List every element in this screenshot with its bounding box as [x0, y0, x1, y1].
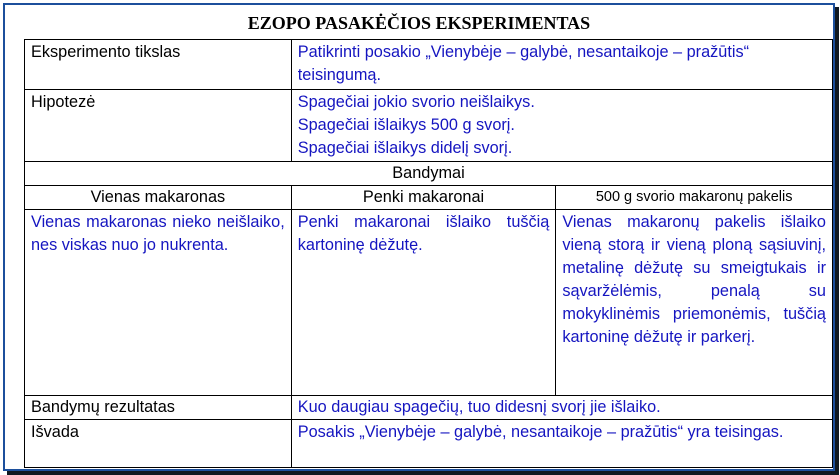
conclusion-label: Išvada [25, 420, 292, 468]
goal-label: Eksperimento tikslas [25, 40, 292, 90]
column-header-five-noodles: Penki makaronai [291, 186, 556, 210]
results-label: Bandymų rezultatas [25, 396, 292, 420]
column-header-pack: 500 g svorio makaronų pakelis [556, 186, 833, 210]
results-value: Kuo daugiau spagečių, tuo didesnį svorį jie išlaiko. [291, 396, 832, 420]
columns-row [25, 186, 833, 210]
hypothesis-item: Spagečiai išlaikys didelį svorį. [297, 139, 513, 157]
hypothesis-label: Hipotezė [25, 90, 292, 162]
trial-one-noodle: Vienas makaronas nieko neišlaiko, nes viskas nuo jo nukrenta. [25, 210, 292, 396]
hypothesis-item: Spagečiai jokio svorio neišlaikys. [297, 93, 535, 111]
document-title: EZOPO PASAKĖČIOS EKSPERIMENTAS [247, 13, 591, 33]
goal-row [25, 40, 833, 90]
results-row [25, 396, 833, 420]
document-frame [3, 3, 835, 471]
conclusion-row [25, 420, 833, 468]
goal-value: Patikrinti posakio „Vienybėje – galybė, nesantaikoje – pražūtis“ teisingumą. [291, 40, 832, 90]
trial-five-noodles: Penki makaronai išlaiko tuščią kartoninę dėžutę. [291, 210, 556, 396]
conclusion-value: Posakis „Vienybėje – galybė, nesantaikoje – pražūtis“ yra teisingas. [291, 420, 832, 468]
hypothesis-list [291, 90, 832, 162]
hypothesis-row [25, 90, 833, 162]
column-header-one-noodle: Vienas makaronas [25, 186, 292, 210]
trials-row [25, 210, 833, 396]
trials-header-row [25, 162, 833, 186]
trials-header: Bandymai [25, 162, 833, 186]
experiment-table [24, 39, 833, 468]
trial-pack: Vienas makaronų pakelis išlaiko vieną storą ir vieną ploną sąsiuvinį, metalinę dėžutę su smeigtukais ir sąvaržėlėmis, penalą su mokyklinėmis priemonėmis, tuščią kartoninę dėžutę ir parkerį. [556, 210, 833, 396]
hypothesis-item: Spagečiai išlaikys 500 g svorį. [297, 116, 515, 134]
